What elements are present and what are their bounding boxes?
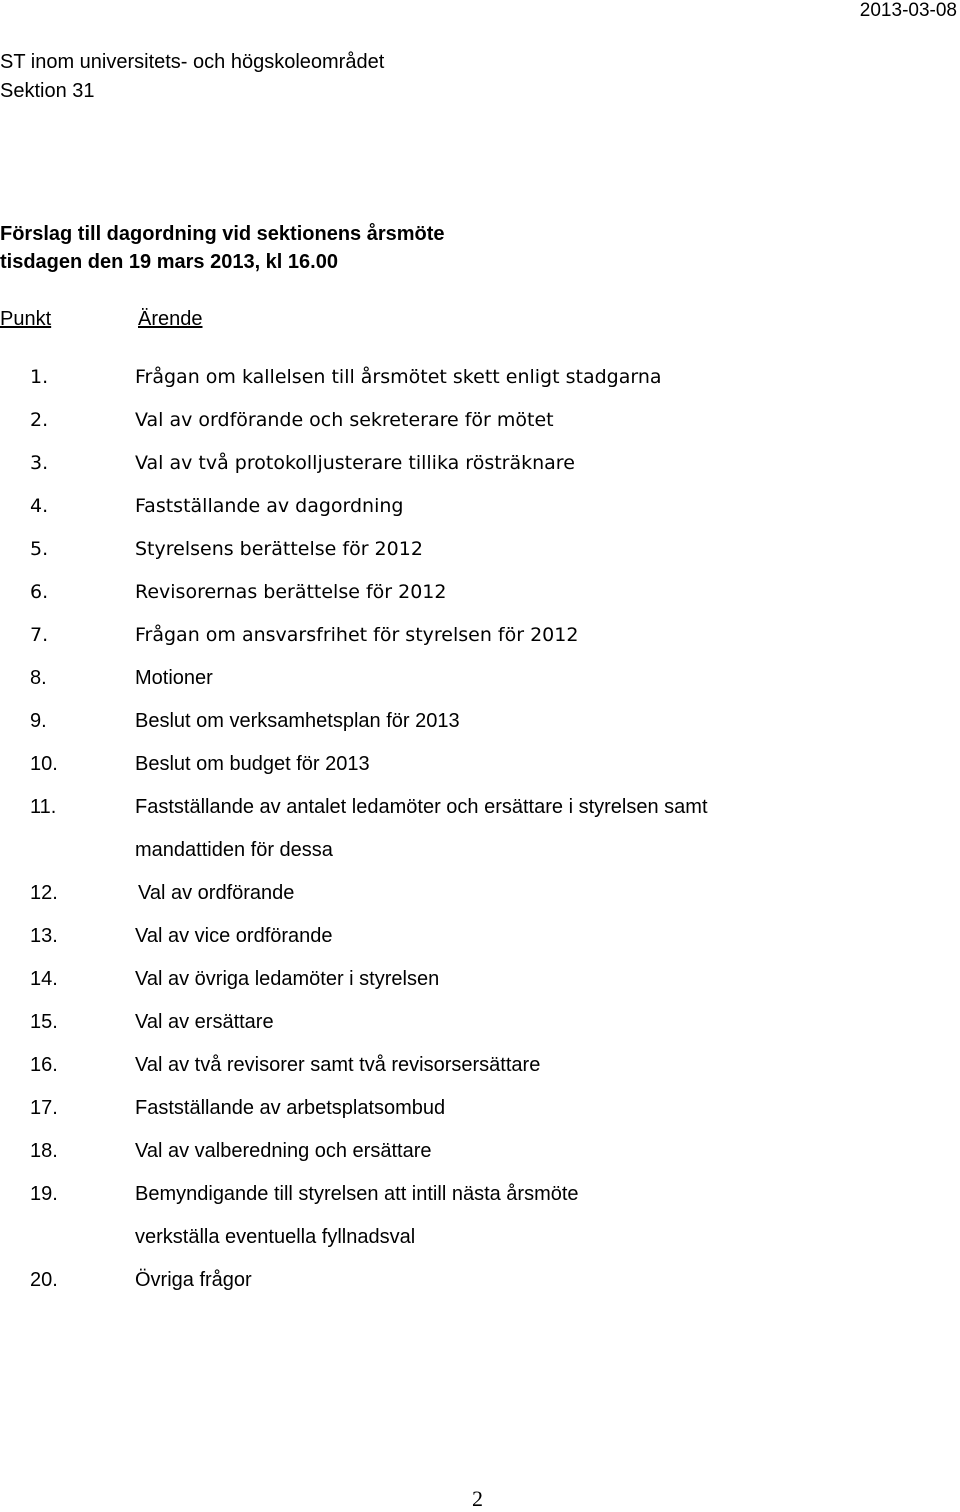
organization-block (0, 48, 384, 106)
agenda-item-number: 1. (30, 366, 49, 388)
agenda-item-text (135, 364, 662, 407)
page-number: 2 (472, 1486, 483, 1511)
agenda-item-text-line: Motioner (135, 667, 213, 689)
agenda-item-text (135, 1267, 252, 1310)
agenda-item-text (135, 1138, 431, 1181)
agenda-item-text (135, 579, 447, 622)
title-line-1: Förslag till dagordning vid sektionens årsmöte (0, 223, 445, 245)
agenda-item-text-line: Val av två protokolljusterare tillika rösträknare (135, 452, 575, 474)
agenda-item-text-line: Övriga frågor (135, 1269, 252, 1291)
agenda-item-text-line: mandattiden för dessa (135, 839, 333, 861)
agenda-item-text-line: Val av ersättare (135, 1011, 274, 1033)
agenda-item-text-line: Val av ordförande och sekreterare för mötet (135, 409, 554, 431)
agenda-item-text (135, 622, 578, 665)
agenda-item-text (135, 794, 708, 880)
agenda-item-number: 8. (30, 667, 47, 689)
agenda-item-text (138, 880, 294, 923)
agenda-item-text (135, 751, 370, 794)
agenda-item-text-line: verkställa eventuella fyllnadsval (135, 1226, 416, 1248)
agenda-item-text-line: Revisorernas berättelse för 2012 (135, 581, 447, 603)
agenda-item-text-line: Beslut om budget för 2013 (135, 753, 370, 775)
agenda-item-number: 7. (30, 624, 49, 646)
agenda-item-number: 3. (30, 452, 49, 474)
agenda-item-number: 15. (30, 1011, 58, 1033)
agenda-item-text (135, 708, 460, 751)
agenda-item-text-line: Styrelsens berättelse för 2012 (135, 538, 423, 560)
agenda-item-number: 13. (30, 925, 58, 947)
agenda-item-text (135, 1181, 579, 1267)
agenda-item-text-line: Bemyndigande till styrelsen att intill nästa årsmöte (135, 1183, 579, 1205)
agenda-item-text-line: Frågan om kallelsen till årsmötet skett enligt stadgarna (135, 366, 662, 388)
agenda-item-number: 11. (30, 796, 57, 818)
agenda-item-text (135, 536, 423, 579)
document-title (0, 220, 445, 276)
agenda-item-number: 2. (30, 409, 49, 431)
agenda-item-text (135, 407, 554, 450)
agenda-item-text (135, 1009, 274, 1052)
agenda-item-number: 17. (30, 1097, 58, 1119)
agenda-item-text (135, 923, 333, 966)
document-date: 2013-03-08 (859, 0, 957, 21)
agenda-item-text-line: Fastställande av arbetsplatsombud (135, 1097, 446, 1119)
agenda-item-text (135, 493, 403, 536)
agenda-item-text (135, 665, 213, 708)
agenda-item-text (135, 1095, 445, 1138)
agenda-item-text-line: Val av övriga ledamöter i styrelsen (135, 968, 440, 990)
agenda-item-number: 5. (30, 538, 49, 560)
agenda-item-text-line: Val av ordförande (138, 882, 295, 904)
organization-name: ST inom universitets- och högskoleområdet (0, 51, 385, 73)
agenda-item-number: 19. (30, 1183, 58, 1205)
agenda-item-number: 4. (30, 495, 49, 517)
agenda-item-number: 12. (30, 882, 58, 904)
agenda-item-text (135, 1052, 540, 1095)
agenda-item-text-line: Val av valberedning och ersättare (135, 1140, 432, 1162)
agenda-item-text (135, 450, 575, 493)
agenda-item-number: 18. (30, 1140, 58, 1162)
column-header-item: Ärende (138, 308, 203, 330)
agenda-item-text (135, 966, 439, 1009)
column-header-number: Punkt (0, 308, 52, 330)
agenda-item-text-line: Val av vice ordförande (135, 925, 333, 947)
agenda-item-text-line: Fastställande av antalet ledamöter och ersättare i styrelsen samt (135, 796, 708, 818)
title-line-2: tisdagen den 19 mars 2013, kl 16.00 (0, 251, 338, 273)
agenda-item-text-line: Fastställande av dagordning (135, 495, 404, 517)
agenda-item-number: 10. (30, 753, 58, 775)
agenda-item-number: 16. (30, 1054, 58, 1076)
agenda-item-text-line: Frågan om ansvarsfrihet för styrelsen för 2012 (135, 624, 579, 646)
section-name: Sektion 31 (0, 80, 95, 102)
agenda-item-text-line: Val av två revisorer samt två revisorsersättare (135, 1054, 541, 1076)
agenda-item-number: 6. (30, 581, 49, 603)
agenda-item-text-line: Beslut om verksamhetsplan för 2013 (135, 710, 460, 732)
agenda-item-number: 14. (30, 968, 58, 990)
agenda-item-number: 9. (30, 710, 47, 732)
agenda-item-number: 20. (30, 1269, 58, 1291)
